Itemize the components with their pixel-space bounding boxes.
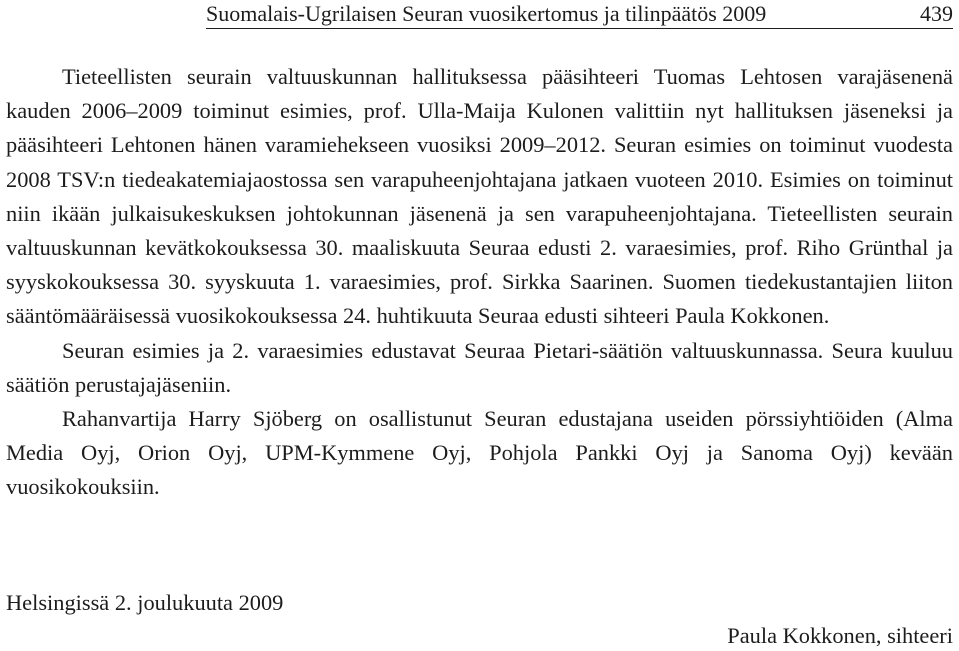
place-and-date: Helsingissä 2. joulukuuta 2009: [6, 590, 284, 615]
running-header: [206, 2, 953, 29]
page-number: 439: [920, 1, 953, 26]
paragraph-delegation: Tieteellisten seurain valtuuskunnan hallituksessa pääsihteeri Tuomas Lehtosen varajäsenenä kauden 2006–2009 toiminut esimies, prof. Ulla-Maija Kulonen valittiin nyt hallituksen jäseneksi ja pääsihteeri Lehtonen hänen varamiehekseen vuosiksi 2009–2012. Seuran esimies on toiminut vuodesta 2008 TSV:n tiedeakatemiajaostossa sen varapuheenjohtajana jatkaen vuoteen 2010. Esimies on toiminut niin ikään julkaisukeskuksen johtokunnan jäsenenä ja sen varapuheenjohtajana. Tieteellisten seurain valtuuskunnan kevätkokouksessa 30. maaliskuuta Seuraa edusti 2. varaesimies, prof. Riho Grünthal ja syyskokouksessa 30. syyskuuta 1. varaesimies, prof. Sirkka Saarinen. Suomen tiedekustantajien liiton sääntömääräisessä vuosikokouksessa 24. huhtikuuta Seuraa edusti sihteeri Paula Kokkonen.: [6, 64, 953, 329]
paragraph-treasurer: Rahanvartija Harry Sjöberg on osallistunut Seuran edustajana useiden pörssiyhtiöiden (Alma Media Oyj, Orion Oyj, UPM-Kymmene Oyj, Pohjola Pankki Oyj ja Sanoma Oyj) kevään vuosikokouksiin.: [6, 406, 953, 500]
paragraph-pietari-foundation: Seuran esimies ja 2. varaesimies edustavat Seuraa Pietari-säätiön valtuuskunnassa. Seura kuuluu säätiön perustajajäseniin.: [6, 337, 953, 397]
header-title: Suomalais-Ugrilaisen Seuran vuosikertomus ja tilinpäätös 2009: [206, 1, 767, 26]
signature-line: Paula Kokkonen, sihteeri: [727, 623, 953, 648]
body-text: [6, 60, 953, 505]
